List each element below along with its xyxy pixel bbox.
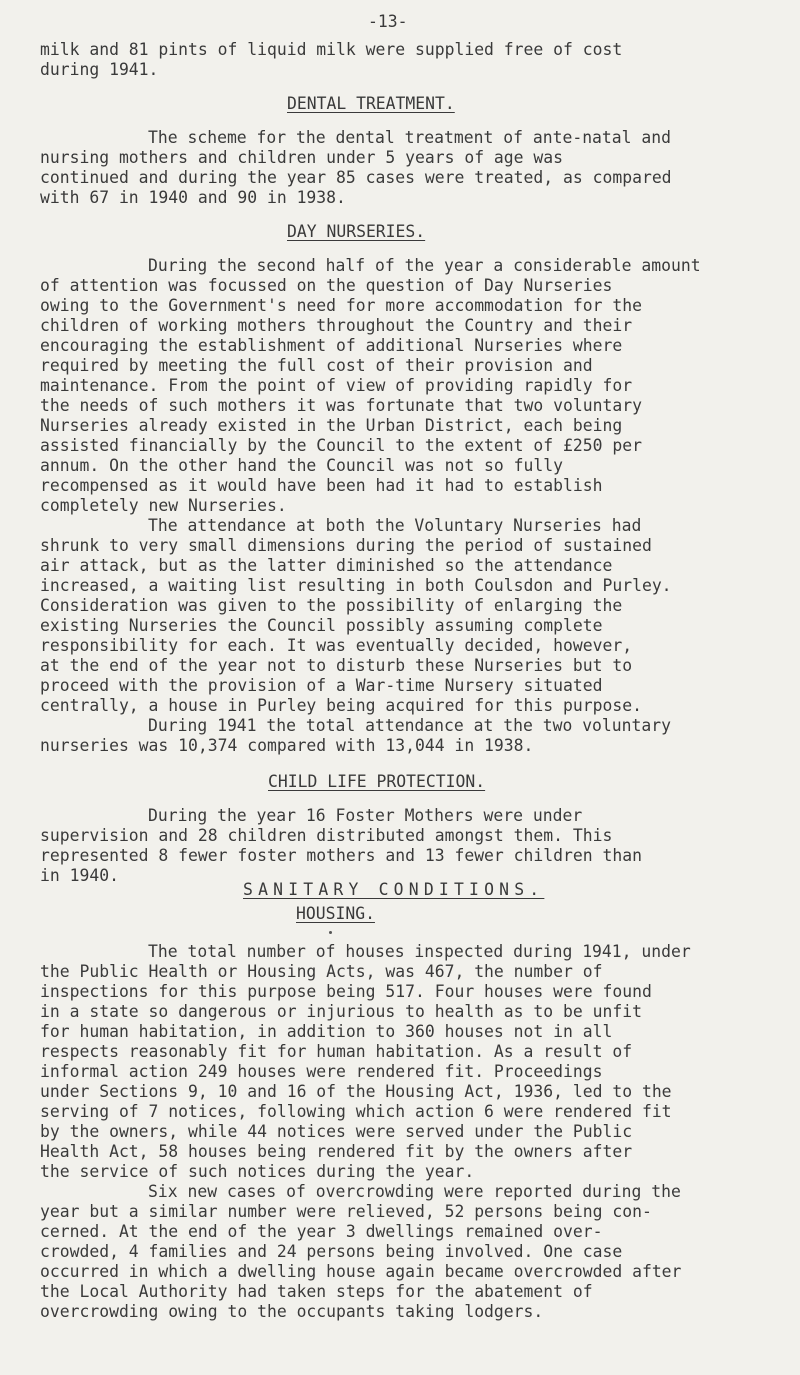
heading-dental-treatment: DENTAL TREATMENT. — [287, 94, 455, 113]
text-line: for human habitation, in addition to 360 houses not in all — [40, 1022, 613, 1041]
text-line: During the second half of the year a considerable amount — [148, 256, 701, 275]
text-line: of attention was focussed on the question of Day Nurseries — [40, 276, 613, 295]
text-line: in a state so dangerous or injurious to health as to be unfit — [40, 1002, 642, 1021]
text-line: milk and 81 pints of liquid milk were supplied free of cost — [40, 40, 623, 59]
text-line: with 67 in 1940 and 90 in 1938. — [40, 188, 346, 207]
text-line: in 1940. — [40, 866, 119, 885]
text-line: air attack, but as the latter diminished so the attendance — [40, 556, 613, 575]
text-line: inspections for this purpose being 517. Four houses were found — [40, 982, 652, 1001]
text-line: The scheme for the dental treatment of ante-natal and — [148, 128, 672, 147]
text-line: the needs of such mothers it was fortunate that two voluntary — [40, 396, 642, 415]
heading-sanitary-conditions: SANITARY CONDITIONS. — [243, 880, 545, 899]
text-line: by the owners, while 44 notices were served under the Public — [40, 1122, 633, 1141]
text-line: year but a similar number were relieved, 52 persons being con- — [40, 1202, 652, 1221]
text-line: assisted financially by the Council to the extent of £250 per — [40, 436, 642, 455]
ink-dot — [329, 931, 332, 934]
text-line: the service of such notices during the year. — [40, 1162, 475, 1181]
text-line: The attendance at both the Voluntary Nurseries had — [148, 516, 642, 535]
text-line: During 1941 the total attendance at the two voluntary — [148, 716, 672, 735]
text-line: maintenance. From the point of view of providing rapidly for — [40, 376, 633, 395]
text-line: cerned. At the end of the year 3 dwellings remained over- — [40, 1222, 603, 1241]
heading-housing: HOUSING. — [296, 904, 375, 923]
text-line: informal action 249 houses were rendered fit. Proceedings — [40, 1062, 603, 1081]
page-number: -13- — [368, 12, 408, 31]
text-line: increased, a waiting list resulting in both Coulsdon and Purley. — [40, 576, 672, 595]
text-line: respects reasonably fit for human habitation. As a result of — [40, 1042, 633, 1061]
text-line: nursing mothers and children under 5 years of age was — [40, 148, 564, 167]
text-line: at the end of the year not to disturb these Nurseries but to — [40, 656, 633, 675]
text-line: completely new Nurseries. — [40, 496, 287, 515]
text-line: proceed with the provision of a War-time Nursery situated — [40, 676, 603, 695]
text-line: annum. On the other hand the Council was not so fully — [40, 456, 564, 475]
text-line: Nurseries already existed in the Urban District, each being — [40, 416, 623, 435]
text-line: the Public Health or Housing Acts, was 467, the number of — [40, 962, 603, 981]
text-line: serving of 7 notices, following which action 6 were rendered fit — [40, 1102, 672, 1121]
text-line: existing Nurseries the Council possibly assuming complete — [40, 616, 603, 635]
text-line: encouraging the establishment of additional Nurseries where — [40, 336, 623, 355]
text-line: Six new cases of overcrowding were reported during the — [148, 1182, 681, 1201]
text-line: under Sections 9, 10 and 16 of the Housing Act, 1936, led to the — [40, 1082, 672, 1101]
text-line: overcrowding owing to the occupants taking lodgers. — [40, 1302, 544, 1321]
text-line: children of working mothers throughout the Country and their — [40, 316, 633, 335]
text-line: Consideration was given to the possibility of enlarging the — [40, 596, 623, 615]
text-line: during 1941. — [40, 60, 159, 79]
heading-day-nurseries: DAY NURSERIES. — [287, 222, 426, 241]
text-line: crowded, 4 families and 24 persons being involved. One case — [40, 1242, 623, 1261]
text-line: centrally, a house in Purley being acquired for this purpose. — [40, 696, 642, 715]
text-line: supervision and 28 children distributed amongst them. This — [40, 826, 613, 845]
text-line: represented 8 fewer foster mothers and 13 fewer children than — [40, 846, 642, 865]
text-line: the Local Authority had taken steps for the abatement of — [40, 1282, 593, 1301]
text-line: nurseries was 10,374 compared with 13,044 in 1938. — [40, 736, 534, 755]
text-line: Health Act, 58 houses being rendered fit by the owners after — [40, 1142, 633, 1161]
text-line: required by meeting the full cost of their provision and — [40, 356, 593, 375]
heading-child-life-protection: CHILD LIFE PROTECTION. — [268, 772, 486, 791]
text-line: shrunk to very small dimensions during the period of sustained — [40, 536, 652, 555]
text-line: During the year 16 Foster Mothers were under — [148, 806, 583, 825]
text-line: continued and during the year 85 cases were treated, as compared — [40, 168, 672, 187]
text-line: occurred in which a dwelling house again became overcrowded after — [40, 1262, 682, 1281]
text-line: owing to the Government's need for more accommodation for the — [40, 296, 642, 315]
text-line: The total number of houses inspected during 1941, under — [148, 942, 691, 961]
text-line: responsibility for each. It was eventually decided, however, — [40, 636, 633, 655]
text-line: recompensed as it would have been had it had to establish — [40, 476, 603, 495]
